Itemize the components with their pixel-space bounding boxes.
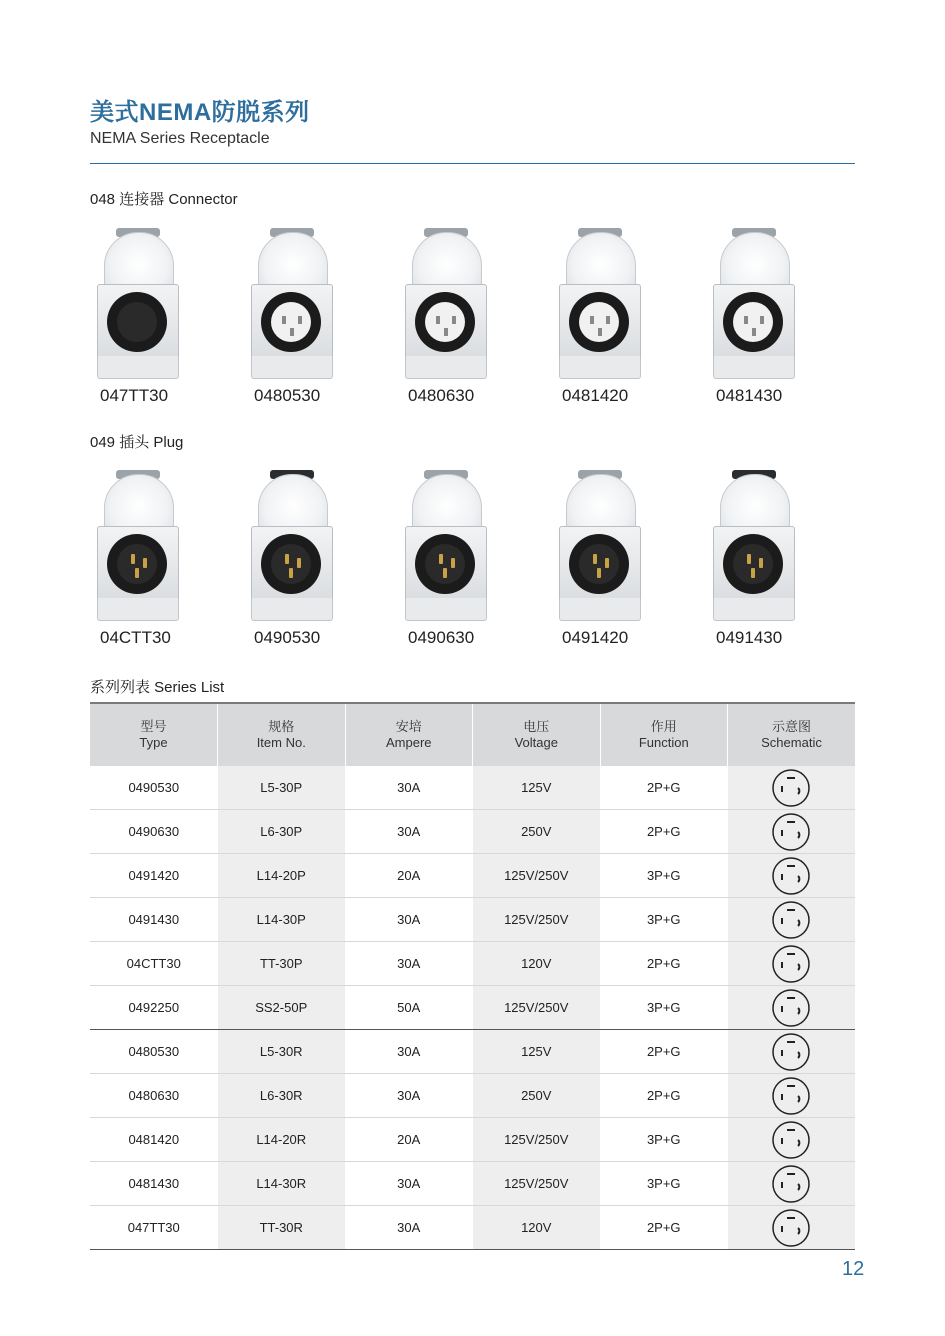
cell-item: TT-30R xyxy=(218,1206,346,1250)
plug-product-image xyxy=(403,468,493,628)
column-header xyxy=(345,703,473,766)
page-subtitle: NEMA Series Receptacle xyxy=(90,130,270,147)
column-header-en: Type xyxy=(139,735,168,750)
table-row xyxy=(90,854,855,898)
cell-voltage: 250V xyxy=(473,810,601,854)
schematic-icon xyxy=(771,900,811,940)
page-number: 12 xyxy=(842,1258,865,1280)
connector-product xyxy=(244,226,398,416)
cell-voltage: 120V xyxy=(473,942,601,986)
schematic-icon xyxy=(771,768,811,808)
schematic-icon xyxy=(771,812,811,852)
cell-schematic xyxy=(728,1118,856,1162)
connector-product-code: 0481430 xyxy=(716,386,783,405)
connector-product-image xyxy=(711,226,801,386)
plug-product-image xyxy=(557,468,647,628)
cell-item: L14-30R xyxy=(218,1162,346,1206)
column-header xyxy=(600,703,728,766)
cell-schematic xyxy=(728,898,856,942)
cell-type: 0481420 xyxy=(90,1118,218,1162)
cell-schematic xyxy=(728,1030,856,1074)
cell-type: 0480630 xyxy=(90,1074,218,1118)
cell-schematic xyxy=(728,810,856,854)
cell-function: 2P+G xyxy=(600,1074,728,1118)
cell-type: 0481430 xyxy=(90,1162,218,1206)
table-body xyxy=(90,766,855,1250)
table-row xyxy=(90,1118,855,1162)
plug-gallery xyxy=(90,468,860,658)
cell-schematic xyxy=(728,986,856,1030)
connector-product xyxy=(398,226,552,416)
schematic-icon xyxy=(771,1032,811,1072)
column-header xyxy=(473,703,601,766)
cell-schematic xyxy=(728,766,856,810)
cell-item: TT-30P xyxy=(218,942,346,986)
table-row xyxy=(90,766,855,810)
cell-ampere: 20A xyxy=(345,1118,473,1162)
cell-ampere: 30A xyxy=(345,1206,473,1250)
plug-product-image xyxy=(95,468,185,628)
cell-schematic xyxy=(728,1206,856,1250)
cell-voltage: 125V xyxy=(473,766,601,810)
cell-schematic xyxy=(728,942,856,986)
column-header-cn: 电压 xyxy=(523,719,550,734)
connector-product-image xyxy=(249,226,339,386)
table-row xyxy=(90,986,855,1030)
column-header-en: Voltage xyxy=(514,735,558,750)
connector-gallery xyxy=(90,226,860,416)
table-row xyxy=(90,942,855,986)
cell-item: SS2-50P xyxy=(218,986,346,1030)
cell-item: L6-30P xyxy=(218,810,346,854)
cell-voltage: 125V/250V xyxy=(473,986,601,1030)
cell-function: 2P+G xyxy=(600,1206,728,1250)
plug-product xyxy=(706,468,860,658)
connector-product-code: 0480630 xyxy=(408,386,475,405)
column-header-en: Schematic xyxy=(761,735,822,750)
cell-type: 0490630 xyxy=(90,810,218,854)
cell-ampere: 20A xyxy=(345,854,473,898)
column-header-en: Function xyxy=(638,735,689,750)
cell-type: 0492250 xyxy=(90,986,218,1030)
cell-item: L5-30P xyxy=(218,766,346,810)
schematic-icon xyxy=(771,1164,811,1204)
cell-type: 0490530 xyxy=(90,766,218,810)
cell-function: 3P+G xyxy=(600,1162,728,1206)
cell-function: 3P+G xyxy=(600,898,728,942)
cell-ampere: 50A xyxy=(345,986,473,1030)
series-list-title: 系列列表 Series List xyxy=(90,679,225,696)
cell-type: 04CTT30 xyxy=(90,942,218,986)
column-header-cn: 示意图 xyxy=(771,719,811,734)
cell-voltage: 125V xyxy=(473,1030,601,1074)
cell-ampere: 30A xyxy=(345,1162,473,1206)
cell-item: L14-20R xyxy=(218,1118,346,1162)
table-row xyxy=(90,1030,855,1074)
plug-product-code: 0491420 xyxy=(562,628,629,647)
cell-type: 0491430 xyxy=(90,898,218,942)
plug-product-code: 04CTT30 xyxy=(100,628,171,647)
column-header xyxy=(728,703,856,766)
cell-type: 0491420 xyxy=(90,854,218,898)
cell-voltage: 125V/250V xyxy=(473,1118,601,1162)
cell-schematic xyxy=(728,854,856,898)
plug-product xyxy=(552,468,706,658)
cell-voltage: 120V xyxy=(473,1206,601,1250)
cell-ampere: 30A xyxy=(345,1030,473,1074)
column-header-en: Item No. xyxy=(256,735,306,750)
cell-type: 0480530 xyxy=(90,1030,218,1074)
cell-ampere: 30A xyxy=(345,942,473,986)
connector-product-image xyxy=(557,226,647,386)
cell-type: 047TT30 xyxy=(90,1206,218,1250)
column-header-cn: 作用 xyxy=(650,719,677,734)
cell-function: 3P+G xyxy=(600,854,728,898)
connector-section-title: 048 连接器 Connector xyxy=(90,191,238,208)
cell-ampere: 30A xyxy=(345,766,473,810)
schematic-icon xyxy=(771,988,811,1028)
plug-product-code: 0490630 xyxy=(408,628,475,647)
page-title: 美式NEMA防脱系列 xyxy=(90,99,310,126)
series-table-wrap xyxy=(90,702,855,1250)
column-header xyxy=(218,703,346,766)
schematic-icon xyxy=(771,856,811,896)
series-table xyxy=(90,702,855,1250)
cell-voltage: 250V xyxy=(473,1074,601,1118)
connector-product-code: 0480530 xyxy=(254,386,321,405)
connector-product-code: 0481420 xyxy=(562,386,629,405)
cell-function: 2P+G xyxy=(600,1030,728,1074)
connector-product xyxy=(90,226,244,416)
connector-product-code: 047TT30 xyxy=(100,386,169,405)
cell-voltage: 125V/250V xyxy=(473,898,601,942)
cell-function: 2P+G xyxy=(600,766,728,810)
schematic-icon xyxy=(771,1208,811,1248)
title-divider xyxy=(90,163,855,164)
column-header-cn: 规格 xyxy=(268,719,295,734)
plug-product-code: 0491430 xyxy=(716,628,783,647)
connector-product-image xyxy=(403,226,493,386)
plug-section-title: 049 插头 Plug xyxy=(90,434,184,451)
column-header xyxy=(90,703,218,766)
cell-item: L14-30P xyxy=(218,898,346,942)
cell-ampere: 30A xyxy=(345,810,473,854)
column-header-cn: 型号 xyxy=(140,719,167,734)
cell-function: 2P+G xyxy=(600,942,728,986)
cell-item: L14-20P xyxy=(218,854,346,898)
schematic-icon xyxy=(771,1076,811,1116)
table-row xyxy=(90,1074,855,1118)
column-header-cn: 安培 xyxy=(395,719,422,734)
cell-voltage: 125V/250V xyxy=(473,854,601,898)
cell-item: L5-30R xyxy=(218,1030,346,1074)
cell-voltage: 125V/250V xyxy=(473,1162,601,1206)
cell-schematic xyxy=(728,1074,856,1118)
cell-item: L6-30R xyxy=(218,1074,346,1118)
column-header-en: Ampere xyxy=(385,735,432,750)
schematic-icon xyxy=(771,944,811,984)
plug-product-code: 0490530 xyxy=(254,628,321,647)
table-row xyxy=(90,1206,855,1250)
table-row xyxy=(90,898,855,942)
plug-product xyxy=(90,468,244,658)
cell-ampere: 30A xyxy=(345,1074,473,1118)
cell-function: 3P+G xyxy=(600,1118,728,1162)
schematic-icon xyxy=(771,1120,811,1160)
cell-function: 2P+G xyxy=(600,810,728,854)
table-row xyxy=(90,1162,855,1206)
plug-product-image xyxy=(711,468,801,628)
cell-function: 3P+G xyxy=(600,986,728,1030)
cell-ampere: 30A xyxy=(345,898,473,942)
table-header-row xyxy=(90,703,855,766)
cell-schematic xyxy=(728,1162,856,1206)
connector-product-image xyxy=(95,226,185,386)
connector-product xyxy=(552,226,706,416)
plug-product xyxy=(398,468,552,658)
table-row xyxy=(90,810,855,854)
plug-product xyxy=(244,468,398,658)
plug-product-image xyxy=(249,468,339,628)
connector-product xyxy=(706,226,860,416)
